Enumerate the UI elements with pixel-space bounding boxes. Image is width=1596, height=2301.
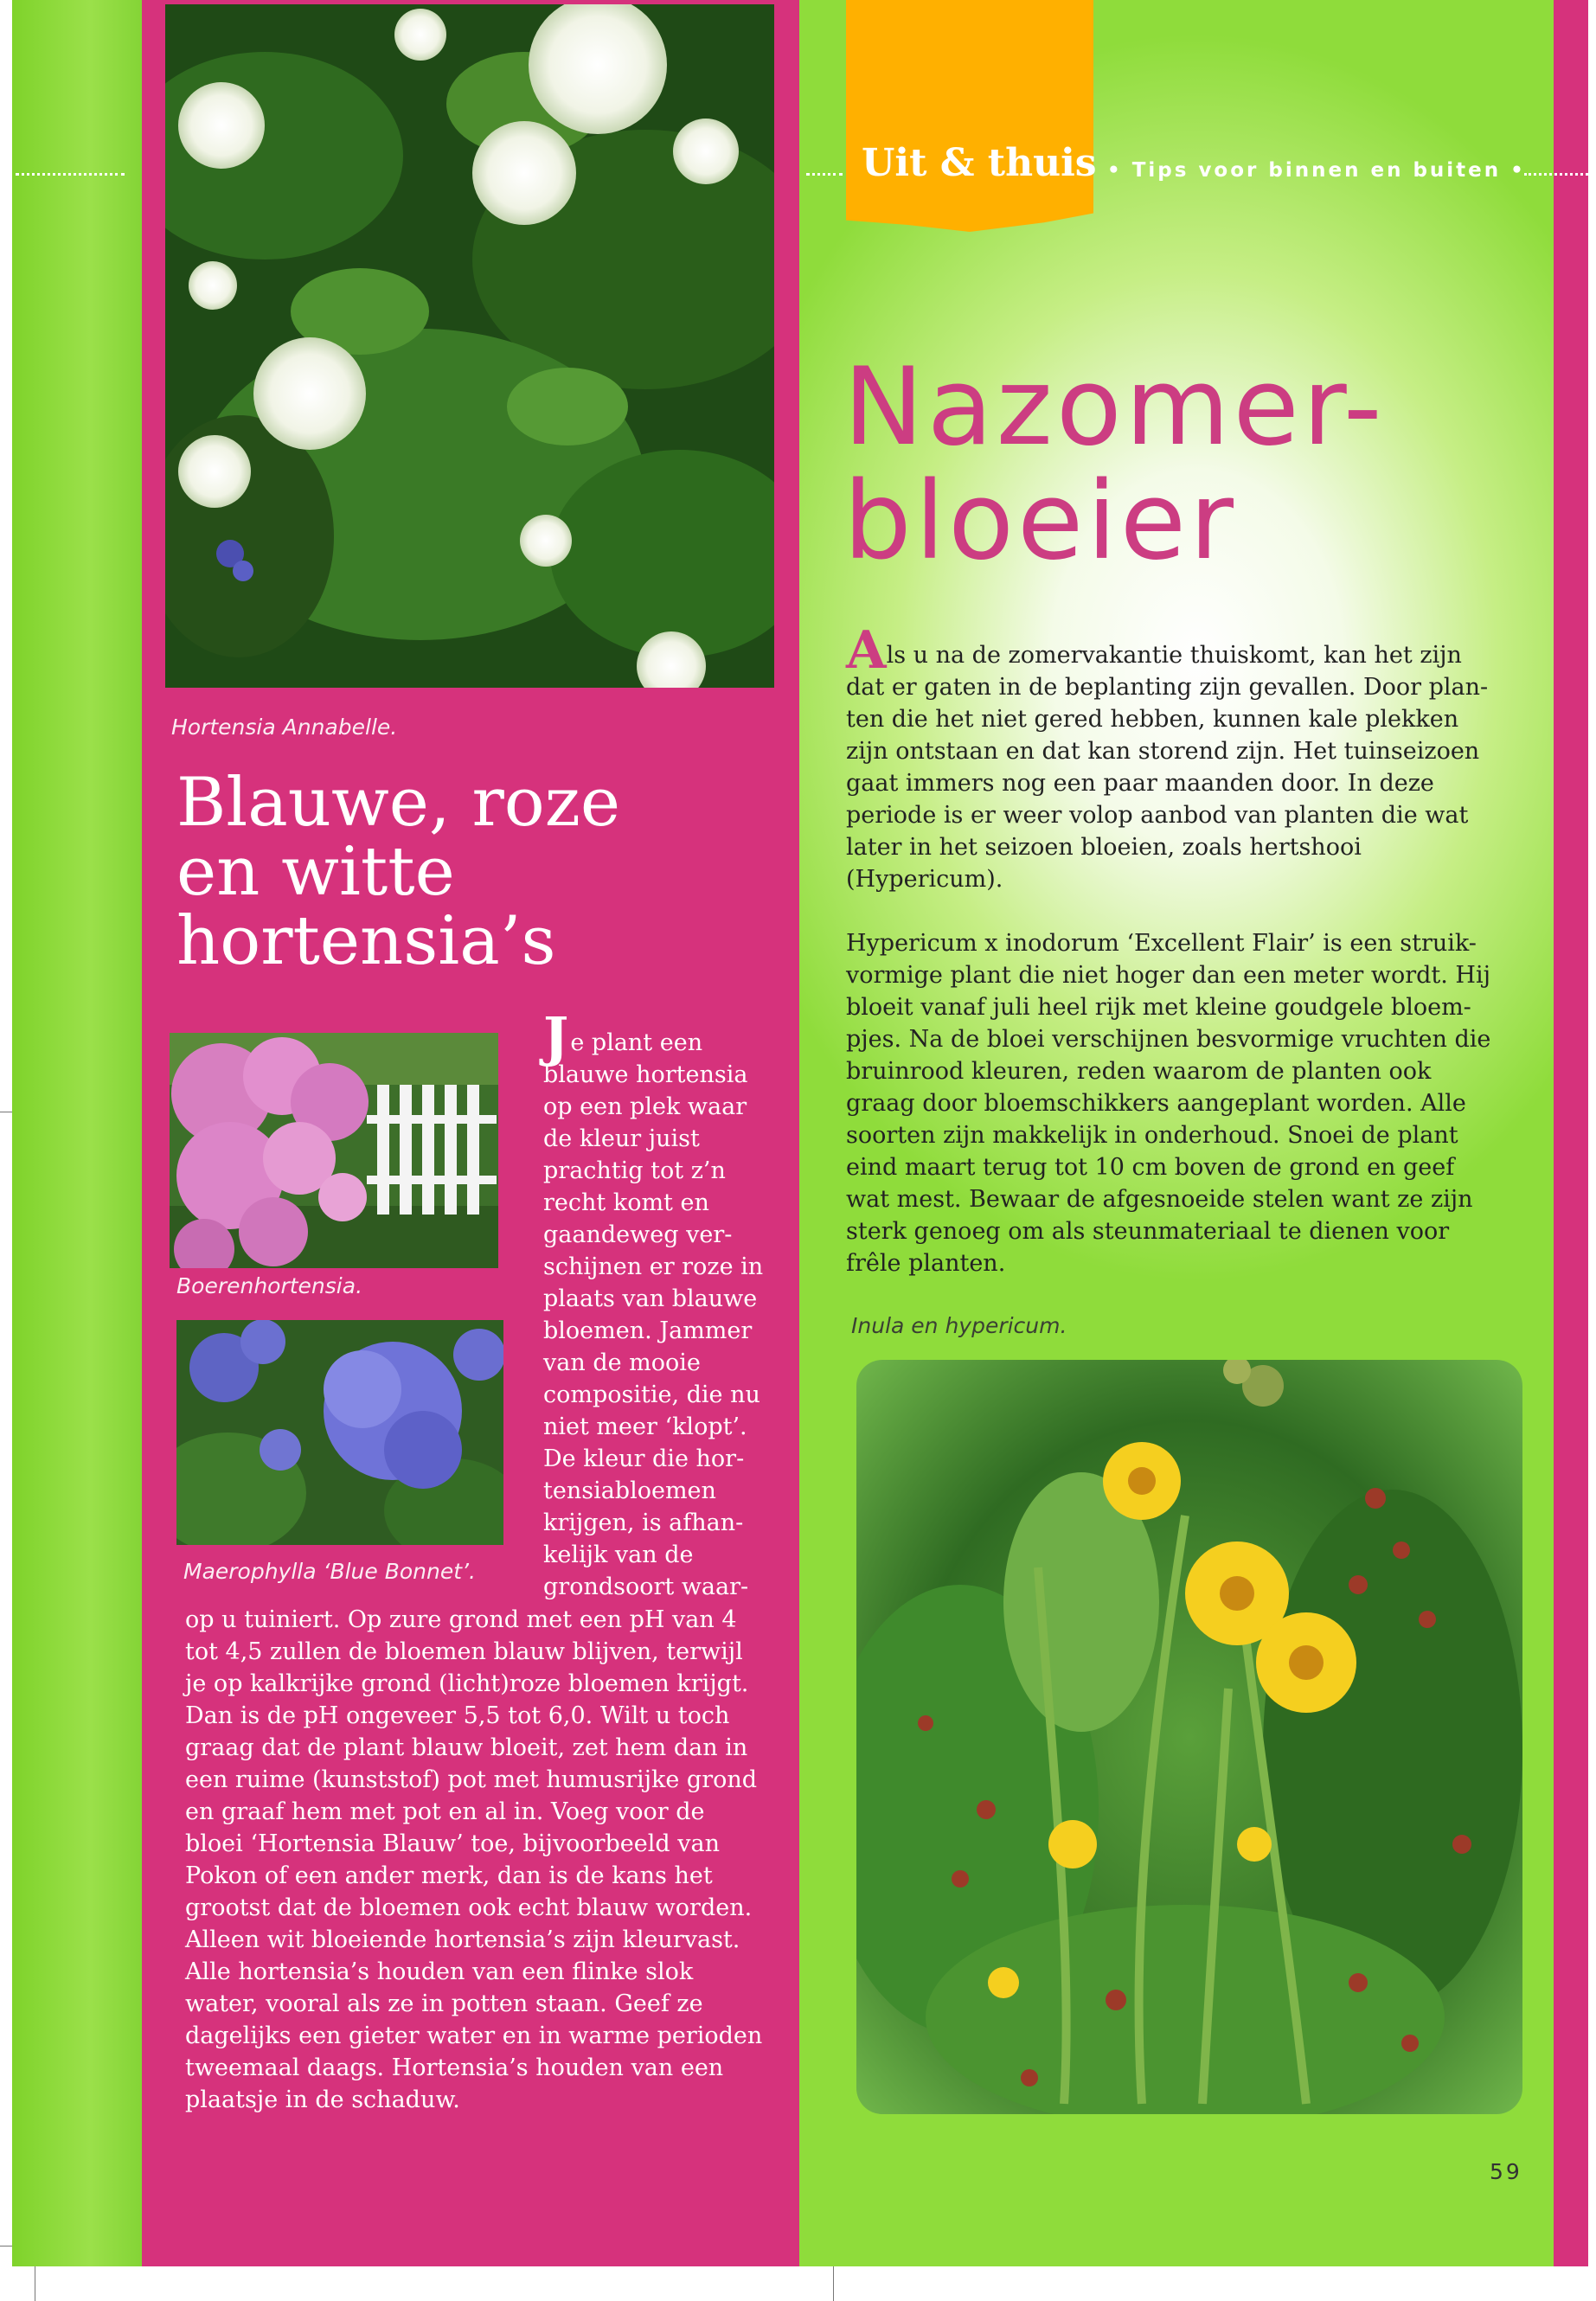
body-line: dagelijks een gieter water en in warme perioden bbox=[185, 2022, 763, 2049]
body-line: Pokon of een ander merk, dan is de kans het bbox=[185, 1862, 713, 1889]
section-title: Uit & thuis bbox=[862, 141, 1097, 185]
body-line: op een plek waar bbox=[543, 1093, 747, 1120]
body-line: sterk genoeg om als steunmateriaal te dienen voor bbox=[846, 1218, 1450, 1245]
body-line: grootst dat de bloemen ook echt blauw worden. bbox=[185, 1894, 753, 1921]
left-green-margin bbox=[12, 0, 142, 2266]
body-line: bloei ‘Hortensia Blauw’ toe, bijvoorbeeld van bbox=[185, 1830, 720, 1857]
paragraph-gap bbox=[846, 895, 1490, 927]
left-title-line: Blauwe, roze bbox=[176, 764, 621, 842]
body-line: bruinrood kleuren, reden waarom de planten ook bbox=[846, 1058, 1432, 1085]
body-line: graag door bloemschikkers aangeplant worden. Alle bbox=[846, 1090, 1466, 1117]
body-line: een ruime (kunststof) pot met humusrijke grond bbox=[185, 1766, 758, 1793]
body-line: plaatsje in de schaduw. bbox=[185, 2086, 460, 2113]
body-line: de kleur juist bbox=[543, 1125, 700, 1152]
body-line: gaandeweg ver- bbox=[543, 1221, 733, 1248]
body-line: op u tuiniert. Op zure grond met een pH van 4 bbox=[185, 1606, 737, 1633]
caption-boerenhortensia: Boerenhortensia. bbox=[176, 1273, 363, 1298]
body-line: wat mest. Bewaar de afgesnoeide stelen want ze zijn bbox=[846, 1186, 1473, 1213]
caption-inula-hypericum: Inula en hypericum. bbox=[851, 1313, 1067, 1338]
dropcap-j: J bbox=[543, 1005, 569, 1068]
body-line: water, vooral als ze in potten staan. Geef ze bbox=[185, 1990, 703, 2017]
left-article-body-wide bbox=[185, 1604, 762, 2116]
body-line: compositie, die nu bbox=[543, 1381, 760, 1408]
dotted-rule-mid bbox=[806, 173, 843, 176]
left-article-body-narrow bbox=[543, 1005, 764, 1603]
body-line: frêle planten. bbox=[846, 1250, 1006, 1277]
left-title-line: hortensia’s bbox=[176, 902, 556, 980]
body-line: tensiabloemen bbox=[543, 1477, 716, 1504]
body-line: dat er gaten in de beplanting zijn gevallen. Door plan- bbox=[846, 674, 1489, 701]
body-line: recht komt en bbox=[543, 1189, 709, 1216]
section-subtitle: • Tips voor binnen en buiten • bbox=[1107, 159, 1526, 182]
body-line: Dan is de pH ongeveer 5,5 tot 6,0. Wilt u toch bbox=[185, 1702, 730, 1729]
caption-blue-bonnet: Maerophylla ‘Blue Bonnet’. bbox=[183, 1559, 476, 1584]
photo-blue-bonnet bbox=[176, 1320, 503, 1545]
right-title-line: Nazomer- bbox=[843, 345, 1386, 470]
body-line: van de mooie bbox=[543, 1349, 701, 1376]
body-line: pjes. Na de bloei verschijnen besvormige vruchten die bbox=[846, 1026, 1491, 1053]
body-line: schijnen er roze in bbox=[543, 1253, 764, 1280]
body-line: tot 4,5 zullen de bloemen blauw blijven, terwijl bbox=[185, 1638, 743, 1665]
body-line: Alle hortensia’s houden van een flinke slok bbox=[185, 1958, 694, 1985]
body-line: kelijk van de bbox=[543, 1541, 694, 1568]
body-line: niet meer ‘klopt’. bbox=[543, 1413, 747, 1440]
body-line: grondsoort waar- bbox=[543, 1574, 749, 1600]
body-line: De kleur die hor- bbox=[543, 1445, 745, 1472]
body-line: bloemen. Jammer bbox=[543, 1317, 753, 1344]
right-pink-strip bbox=[1554, 0, 1588, 2266]
body-line: gaat immers nog een paar maanden door. In deze bbox=[846, 770, 1434, 797]
photo-hortensia-annabelle bbox=[161, 0, 779, 692]
section-tab bbox=[846, 0, 1093, 232]
body-line: Alleen wit bloeiende hortensia’s zijn kleurvast. bbox=[185, 1926, 740, 1953]
right-article-title bbox=[843, 345, 1386, 584]
body-line: plaats van blauwe bbox=[543, 1285, 758, 1312]
dotted-rule-left bbox=[16, 173, 125, 176]
photo-boerenhortensia bbox=[170, 1033, 498, 1268]
body-line: graag dat de plant blauw bloeit, zet hem dan in bbox=[185, 1734, 748, 1761]
body-line: tweemaal daags. Hortensia’s houden van een bbox=[185, 2054, 724, 2081]
body-line: ten die het niet gered hebben, kunnen kale plekken bbox=[846, 706, 1459, 733]
bottom-margin bbox=[0, 2266, 1596, 2301]
body-line: (Hypericum). bbox=[846, 866, 1003, 893]
body-line: soorten zijn makkelijk in onderhoud. Snoei de plant bbox=[846, 1122, 1458, 1149]
body-line: Hypericum x inodorum ‘Excellent Flair’ is een struik- bbox=[846, 930, 1477, 957]
caption-annabelle: Hortensia Annabelle. bbox=[171, 715, 398, 740]
crop-mark bbox=[833, 2266, 834, 2301]
body-line: bloeit vanaf juli heel rijk met kleine goudgele bloem- bbox=[846, 994, 1471, 1021]
body-line: periode is er weer volop aanbod van planten die wat bbox=[846, 802, 1469, 829]
body-line: e plant een bbox=[570, 1029, 703, 1056]
body-line: en graaf hem met pot en al in. Voeg voor de bbox=[185, 1798, 705, 1825]
body-line: zijn ontstaan en dat kan storend zijn. Het tuinseizoen bbox=[846, 738, 1480, 765]
body-line: later in het seizoen bloeien, zoals hertshooi bbox=[846, 834, 1362, 861]
crop-mark bbox=[0, 2246, 12, 2247]
body-line: je op kalkrijke grond (licht)roze bloemen krijgt. bbox=[185, 1670, 749, 1697]
body-line: vormige plant die niet hoger dan een meter wordt. Hij bbox=[846, 962, 1490, 989]
dotted-rule-right bbox=[1524, 173, 1593, 176]
body-line: ls u na de zomervakantie thuiskomt, kan het zijn bbox=[886, 642, 1462, 669]
left-title-line: en witte bbox=[176, 833, 455, 911]
body-line: prachtig tot z’n bbox=[543, 1157, 726, 1184]
page-number: 59 bbox=[1490, 2159, 1522, 2184]
left-article-title bbox=[176, 764, 782, 980]
photo-inula-hypericum bbox=[856, 1360, 1522, 2114]
body-line: blauwe hortensia bbox=[543, 1061, 748, 1088]
right-title-line: bloeier bbox=[843, 459, 1238, 584]
body-line: krijgen, is afhan- bbox=[543, 1509, 744, 1536]
dropcap-a: A bbox=[846, 620, 887, 681]
right-article-body bbox=[846, 620, 1491, 1279]
body-line: eind maart terug tot 10 cm boven de grond en geef bbox=[846, 1154, 1455, 1181]
